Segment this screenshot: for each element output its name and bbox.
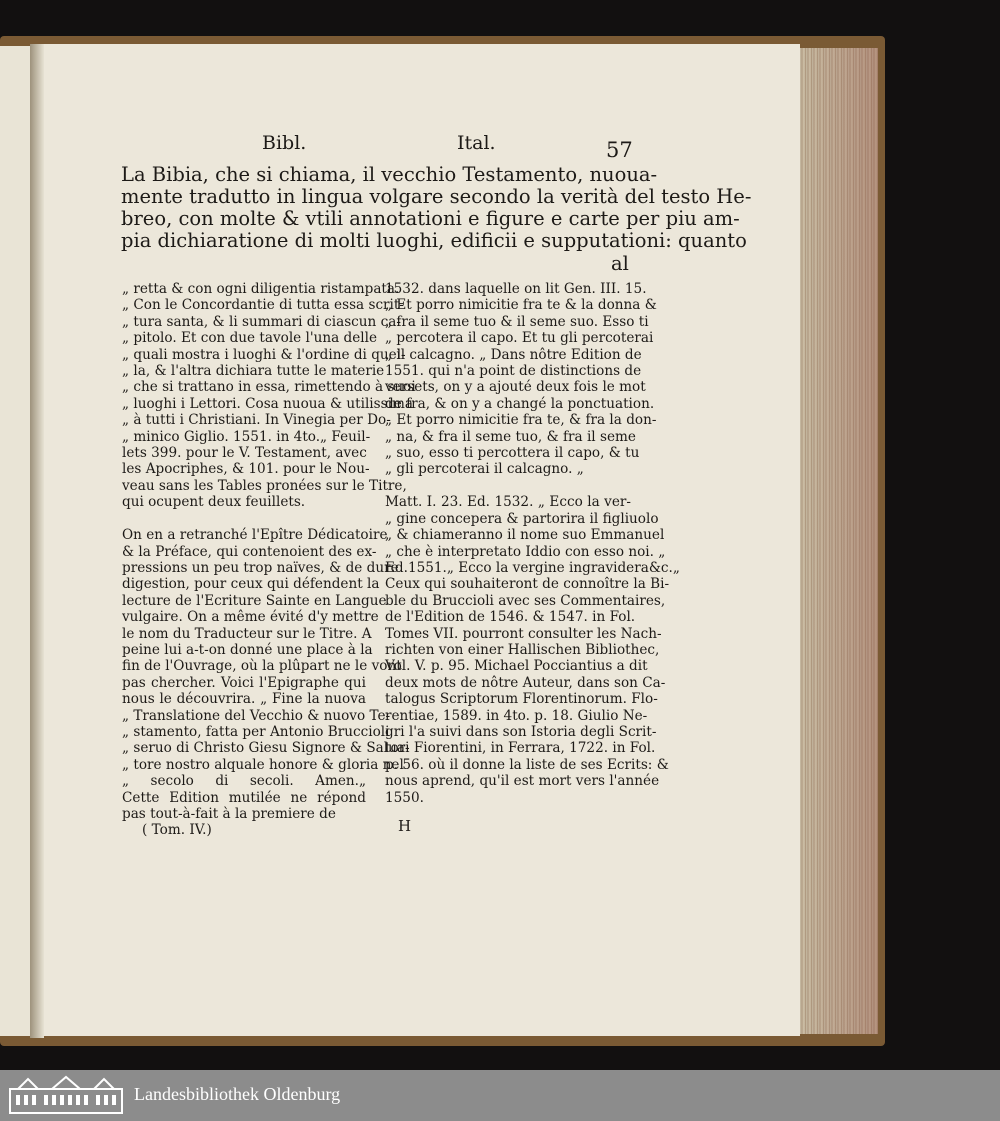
text-line: „ tore nostro alquale honore & gloria nel xyxy=(122,756,404,773)
text-line: richten von einer Hallischen Bibliothec, xyxy=(385,641,660,658)
header-center: Ital. xyxy=(457,132,496,154)
library-name: Landesbibliothek Oldenburg xyxy=(134,1084,341,1104)
text-line: „ percotera il capo. Et tu gli percoterai xyxy=(385,330,654,347)
text-line: pas chercher. Voici l'Epigraphe qui xyxy=(122,674,366,691)
text-line: pressions un peu trop naïves, & de dure xyxy=(122,559,399,576)
text-line: Cette Edition mutilée ne répond xyxy=(122,789,366,806)
text-line: peine lui a-t-on donné une place à la xyxy=(122,641,373,658)
text-line: Tomes VII. pourront consulter les Nach- xyxy=(385,625,662,642)
text-line: ble du Bruccioli avec ses Commentaires, xyxy=(385,592,666,609)
text-line: Ceux qui souhaiteront de connoître la Bi- xyxy=(385,576,670,593)
text-line: qui ocupent deux feuillets. xyxy=(122,494,306,511)
left-signature: ( Tom. IV.) xyxy=(142,822,212,838)
text-line: vulgaire. On a même évité d'y mettre xyxy=(122,609,379,626)
text-line: „ seruo di Christo Giesu Signore & Salua- xyxy=(122,740,410,757)
text-line: „ suo, esso ti percottera il capo, & tu xyxy=(385,445,640,462)
text-line: Matt. I. 23. Ed. 1532. „ Ecco la ver- xyxy=(385,494,631,511)
text-line: „ Translatione del Vecchio & nuovo Te- xyxy=(122,707,391,724)
text-line: lets 399. pour le V. Testament, avec xyxy=(122,445,367,462)
text-line: „ che è interpretato Iddio con esso noi. „ xyxy=(385,543,666,560)
left-page-edge xyxy=(0,46,32,1036)
right-column xyxy=(385,281,680,806)
text-line: „ che si trattano in essa, rimettendo à suoi xyxy=(122,379,416,396)
text-line: „ à tutti i Christiani. In Vinegia per Do- xyxy=(122,412,391,429)
text-line: „ na, & fra il seme tuo, & fra il seme xyxy=(385,428,636,445)
text-line: versets, on y a ajouté deux fois le mot xyxy=(385,379,646,396)
text-line: 1550. xyxy=(385,789,424,806)
text-line: les Apocriphes, & 101. pour le Nou- xyxy=(122,461,370,478)
footer-bar xyxy=(0,1070,1000,1121)
text-line: „ Et porro nimicitie fra te & la donna & xyxy=(385,297,657,314)
text-line: de fra, & on y a changé la ponctuation. xyxy=(385,395,655,412)
text-line: 1551. qui n'a point de distinctions de xyxy=(385,363,642,380)
text-line: „ la, & l'altra dichiara tutte le materie xyxy=(122,363,385,380)
book-title xyxy=(121,163,752,252)
text-line: „ minico Giglio. 1551. in 4to.„ Feuil- xyxy=(122,428,371,445)
text-line: „ & chiameranno il nome suo Emmanuel xyxy=(385,527,665,544)
text-line: „ gli percoterai il calcagno. „ xyxy=(385,461,584,478)
text-line: „ fra il seme tuo & il seme suo. Esso ti xyxy=(385,313,649,330)
text-line: „ il calcagno. „ Dans nôtre Edition de xyxy=(385,346,642,363)
text-line: deux mots de nôtre Auteur, dans son Ca- xyxy=(385,674,666,691)
title-line: La Bibia, che si chiama, il vecchio Testamento, nuoua- xyxy=(121,163,658,186)
text-line: talogus Scriptorum Florentinorum. Flo- xyxy=(385,691,658,708)
text-line: „ gine concepera & partorira il figliuolo xyxy=(385,510,659,527)
text-line: Ed.1551.„ Ecco la vergine ingravidera&c.„ xyxy=(385,559,680,576)
text-line: „ quali mostra i luoghi & l'ordine di quel- xyxy=(122,346,406,363)
text-line: gri l'a suivi dans son Istoria degli Scrit- xyxy=(385,723,657,740)
text-line: 1532. dans laquelle on lit Gen. III. 15. xyxy=(385,281,647,297)
page-number: 57 xyxy=(606,138,633,162)
text-line: digestion, pour ceux qui défendent la xyxy=(122,576,380,593)
text-line: Vol. V. p. 95. Michael Pocciantius a dit xyxy=(385,658,648,675)
text-line: rentiae, 1589. in 4to. p. 18. Giulio Ne- xyxy=(385,707,648,724)
header-left: Bibl. xyxy=(262,132,307,154)
title-line: pia dichiaratione di molti luoghi, edificii e supputationi: quanto xyxy=(121,229,747,252)
title-catchword: al xyxy=(611,252,629,275)
right-signature: H xyxy=(398,817,412,835)
text-line: de l'Edition de 1546. & 1547. in Fol. xyxy=(385,609,636,626)
text-line: „ Et porro nimicitie fra te, & fra la don- xyxy=(385,412,657,429)
text-line: & la Préface, qui contenoient des ex- xyxy=(122,543,377,560)
book-gutter xyxy=(30,44,44,1038)
title-line: mente tradutto in lingua volgare secondo la verità del testo He- xyxy=(121,185,752,208)
text-line: le nom du Traducteur sur le Titre. A xyxy=(122,625,372,642)
title-line: breo, con molte & vtili annotationi e figure e carte per piu am- xyxy=(121,207,740,230)
text-line: tori Fiorentini, in Ferrara, 1722. in Fol. xyxy=(385,740,656,757)
text-line: veau sans les Tables pronées sur le Titre, xyxy=(122,477,407,494)
page-edges xyxy=(800,48,878,1034)
text-line: „ pitolo. Et con due tavole l'una delle xyxy=(122,330,378,347)
book-page xyxy=(44,44,800,1036)
text-line: „ stamento, fatta per Antonio Bruccioli xyxy=(122,723,390,740)
text-line: „ Con le Concordantie di tutta essa scrit- xyxy=(122,297,404,314)
text-line: p. 56. où il donne la liste de ses Ecrits: & xyxy=(385,756,669,773)
text-line: „ tura santa, & li summari di ciascun ca- xyxy=(122,313,401,330)
text-line: pas tout-à-fait à la premiere de xyxy=(122,806,336,822)
text-line xyxy=(122,511,366,527)
library-building-icon xyxy=(8,1075,124,1115)
text-line xyxy=(385,478,631,494)
text-line: nous aprend, qu'il est mort vers l'année xyxy=(385,773,660,790)
text-line: „ secolo di secoli. Amen.„ xyxy=(122,773,366,790)
text-line: nous le découvrira. „ Fine la nuova xyxy=(122,691,366,708)
text-line: „ retta & con ogni diligentia ristampata. xyxy=(122,281,400,297)
text-line: fin de l'Ouvrage, où la plûpart ne le vont xyxy=(122,658,402,675)
text-line: lecture de l'Ecriture Sainte en Langue xyxy=(122,592,387,609)
text-line: „ luoghi i Lettori. Cosa nuoua & utilissima xyxy=(122,395,413,412)
text-line: On en a retranché l'Epître Dédicatoire xyxy=(122,527,388,544)
